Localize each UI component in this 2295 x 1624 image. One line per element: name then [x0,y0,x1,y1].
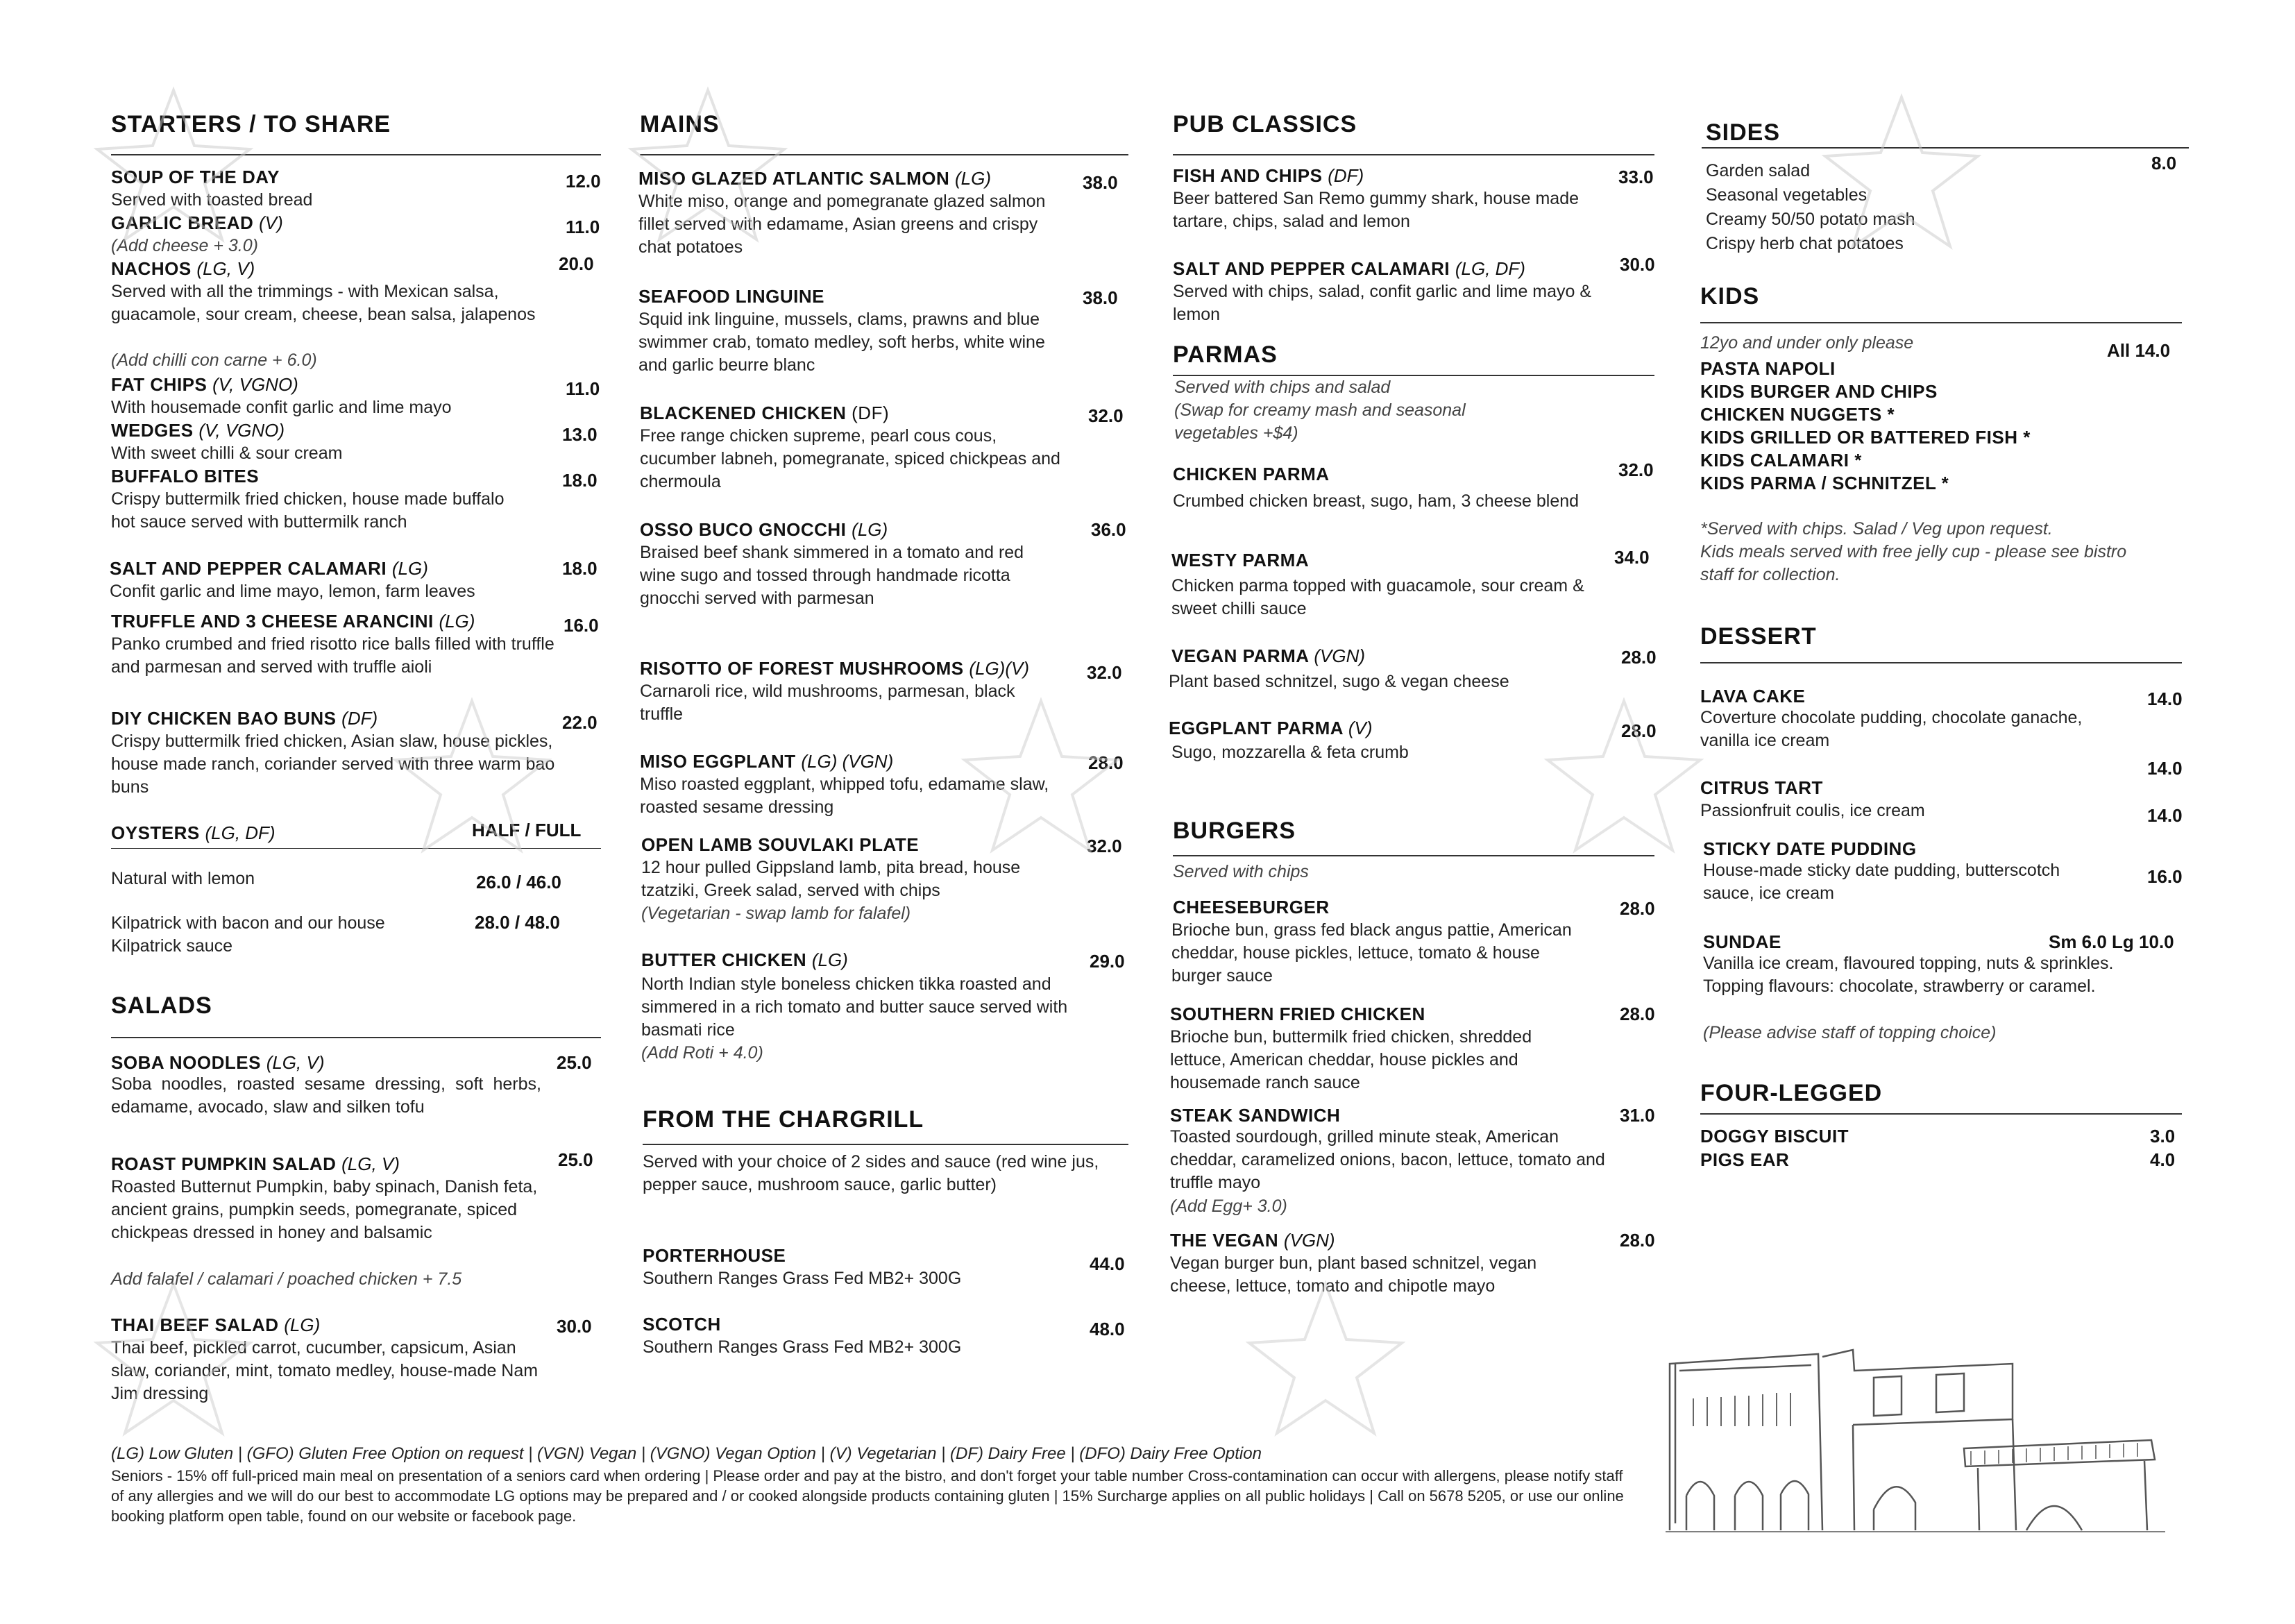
watermark-logo [625,83,791,250]
sides-heading: SIDES [1706,119,1781,146]
side-item: Crispy herb chat potatoes [1706,234,1904,253]
item-price: All 14.0 [2107,340,2171,361]
item-name: WEDGES (V, VGNO) [111,420,285,441]
mains-heading: MAINS [640,111,720,137]
item-description: North Indian style boneless chicken tikka roasted and simmered in a rich tomato and butter sauce served with basmati rice [641,974,1068,1040]
watermark-logo [1541,694,1707,861]
item-description: Roasted Butternut Pumpkin, baby spinach, Danish feta, ancient grains, pumpkin seeds, pomegranate, spiced chickpeas dressed in honey and balsamic [111,1177,538,1242]
building-illustration [1666,1329,2165,1537]
item-note: Add falafel / calamari / poached chicken + 7.5 [111,1269,462,1289]
item-name: SOUP OF THE DAY [111,167,280,187]
item-note: (Add cheese + 3.0) [111,236,258,255]
item-description: Soba noodles, roasted sesame dressing, soft herbs, edamame, avocado, slaw and silken tofu [111,1074,541,1117]
kids-item: KIDS PARMA / SCHNITZEL * [1700,473,1949,493]
item-description: Southern Ranges Grass Fed MB2+ 300G [643,1337,962,1357]
item-price: 26.0 / 46.0 [476,872,561,893]
item-name: TRUFFLE AND 3 CHEESE ARANCINI (LG) [111,611,475,632]
kids-item: KIDS BURGER AND CHIPS [1700,381,1938,402]
item-price: 32.0 [1618,459,1654,480]
item-price: 12.0 [566,171,601,192]
item-description: Plant based schnitzel, sugo & vegan cheese [1169,672,1509,691]
item-note: (Please advise staff of topping choice) [1703,1023,1997,1042]
item-name: OYSTERS (LG, DF) [111,822,276,843]
item-price: 25.0 [557,1052,592,1073]
item-name: DOGGY BISCUIT [1700,1126,1849,1147]
item-price: 28.0 [1620,898,1655,919]
item-price: 18.0 [562,558,598,579]
item-description: Miso roasted eggplant, whipped tofu, edamame slaw, roasted sesame dressing [640,775,1049,817]
item-price: 30.0 [1620,254,1655,275]
item-name: SALT AND PEPPER CALAMARI (LG) [110,558,428,579]
item-name: WESTY PARMA [1171,550,1310,570]
kids-note: *Served with chips. Salad / Veg upon request. [1700,519,2053,539]
item-price: 14.0 [2147,805,2183,826]
item-description: Thai beef, pickled carrot, cucumber, capsicum, Asian slaw, coriander, mint, tomato medley, house-made Nam Jim dressing [111,1338,539,1403]
chargrill-heading: FROM THE CHARGRILL [643,1106,924,1133]
divider [1700,662,2182,663]
item-price: 28.0 [1620,1004,1655,1024]
item-price: 20.0 [559,253,594,274]
side-item: Garden salad [1706,161,1811,180]
item-description: Served with all the trimmings - with Mexican salsa, guacamole, sour cream, cheese, bean salsa, jalapenos [111,282,536,324]
item-note: (Vegetarian - swap lamb for falafel) [641,904,911,923]
item-name: SCOTCH [643,1314,721,1335]
watermark-logo [1818,90,1985,257]
item-description: White miso, orange and pomegranate glazed salmon fillet served with edamame, Asian greens and crispy chat potatoes [638,192,1046,257]
item-price: 44.0 [1090,1253,1125,1274]
item-name: SOUTHERN FRIED CHICKEN [1170,1004,1425,1024]
item-description: Brioche bun, buttermilk fried chicken, shredded lettuce, American cheddar, house pickles and housemade ranch sauce [1170,1027,1532,1092]
item-price: 28.0 / 48.0 [475,912,560,933]
item-price: 28.0 [1621,720,1657,741]
item-name: FISH AND CHIPS (DF) [1173,165,1364,186]
item-price: 48.0 [1090,1319,1125,1339]
item-name: ROAST PUMPKIN SALAD (LG, V) [111,1153,400,1174]
item-description: Sugo, mozzarella & feta crumb [1171,743,1409,762]
item-description: Panko crumbed and fried risotto rice balls filled with truffle and parmesan and served with truffle aioli [111,634,554,677]
kids-item: PASTA NAPOLI [1700,358,1836,379]
item-description: House-made sticky date pudding, butterscotch sauce, ice cream [1703,861,2060,903]
item-name: THAI BEEF SALAD (LG) [111,1314,321,1335]
item-price: 29.0 [1090,951,1125,972]
item-description: Passionfruit coulis, ice cream [1700,801,1925,820]
item-name: MISO EGGPLANT (LG) (VGN) [640,751,894,772]
kids-item: CHICKEN NUGGETS * [1700,404,1895,425]
item-name: LAVA CAKE [1700,686,1806,707]
divider [1173,154,1654,155]
item-name: SEAFOOD LINGUINE [638,286,825,307]
divider [1700,1113,2182,1115]
item-description: Crispy buttermilk fried chicken, house made buffalo hot sauce served with buttermilk ranch [111,489,505,532]
item-description: Served with toasted bread [111,190,313,210]
item-description: Toasted sourdough, grilled minute steak, American cheddar, caramelized onions, bacon, lettuce, tomato and truffle mayo [1170,1127,1605,1192]
item-name: MISO GLAZED ATLANTIC SALMON (LG) [638,168,991,189]
item-price: 11.0 [566,378,600,399]
item-description: 12 hour pulled Gippsland lamb, pita bread, house tzatziki, Greek salad, served with chips [641,858,1021,900]
item-description: Free range chicken supreme, pearl cous cous, cucumber labneh, pomegranate, spiced chickpeas and chermoula [640,426,1060,491]
item-price: 28.0 [1088,752,1124,773]
item-price: 32.0 [1087,836,1122,856]
item-price: 13.0 [562,424,598,445]
item-name: FAT CHIPS (V, VGNO) [111,374,298,395]
watermark-logo [1242,1277,1409,1444]
item-price: 30.0 [557,1316,592,1337]
item-price: 22.0 [562,712,598,733]
section-intro-note: (Swap for creamy mash and seasonal vegetables +$4) [1174,400,1466,443]
item-description: Braised beef shank simmered in a tomato and red wine sugo and tossed through handmade ricotta gnocchi served with parmesan [640,543,1024,608]
watermark-logo [90,83,257,250]
item-name: GARLIC BREAD (V) [111,212,283,233]
item-description: Squid ink linguine, mussels, clams, prawns and blue swimmer crab, tomato medley, soft herbs, white wine and garlic beurre blanc [638,310,1045,375]
item-description: Beer battered San Remo gummy shark, house made tartare, chips, salad and lemon [1173,189,1580,231]
item-price: 32.0 [1087,662,1122,683]
item-description: With sweet chilli & sour cream [111,443,343,463]
item-name: NACHOS (LG, V) [111,258,255,279]
dietary-legend: (LG) Low Gluten | (GFO) Gluten Free Option on request | (VGN) Vegan | (VGNO) Vegan Option | (V) Vegetarian | (DF) Dairy Free | (DFO) Dairy Free Option [111,1444,1262,1463]
parmas-heading: PARMAS [1173,341,1278,368]
item-price: 18.0 [562,470,598,491]
pub-heading: PUB CLASSICS [1173,111,1357,137]
section-intro: Served with your choice of 2 sides and sauce (red wine jus, pepper sauce, mushroom sauce, garlic butter) [643,1152,1099,1194]
item-price: 25.0 [558,1149,593,1170]
item-name: CHICKEN PARMA [1173,464,1330,484]
item-description: With housemade confit garlic and lime mayo [111,398,452,417]
kids-item: KIDS CALAMARI * [1700,450,1862,471]
item-name: RISOTTO OF FOREST MUSHROOMS (LG)(V) [640,658,1029,679]
item-name: BUFFALO BITES [111,466,260,487]
item-price: 3.0 [2150,1126,2176,1147]
item-name: STICKY DATE PUDDING [1703,838,1917,859]
item-price: 31.0 [1620,1105,1655,1126]
item-price: 14.0 [2147,758,2183,779]
item-price: Sm 6.0 Lg 10.0 [2049,931,2174,952]
item-name: SOBA NOODLES (LG, V) [111,1052,325,1073]
side-item: Creamy 50/50 potato mash [1706,210,1915,229]
oysters-size-header: HALF / FULL [472,820,582,840]
item-name: OSSO BUCO GNOCCHI (LG) [640,519,888,540]
item-name: OPEN LAMB SOUVLAKI PLATE [641,834,920,855]
item-description: Coverture chocolate pudding, chocolate ganache, vanilla ice cream [1700,708,2083,750]
watermark-logo [958,694,1124,861]
watermark-logo [389,694,555,861]
item-description: Natural with lemon [111,869,255,888]
section-intro: Served with chips [1173,862,1309,881]
salads-heading: SALADS [111,992,212,1019]
item-description: Carnaroli rice, wild mushrooms, parmesan, black truffle [640,682,1015,724]
item-note: (Add chilli con carne + 6.0) [111,350,317,370]
item-price: 28.0 [1621,647,1657,668]
item-description: Crispy buttermilk fried chicken, Asian slaw, house pickles, house made ranch, coriander served with three warm bao buns [111,731,555,797]
item-price: 14.0 [2147,688,2183,709]
item-price: 11.0 [566,217,600,237]
item-price: 16.0 [2147,866,2183,887]
item-name: BLACKENED CHICKEN (DF) [640,403,890,423]
item-name: BUTTER CHICKEN (LG) [641,949,848,970]
item-price: 34.0 [1614,547,1650,568]
item-price: 38.0 [1083,172,1118,193]
item-description: Southern Ranges Grass Fed MB2+ 300G [643,1269,962,1288]
item-name: STEAK SANDWICH [1170,1105,1341,1126]
dessert-heading: DESSERT [1700,623,1817,650]
item-name: CITRUS TART [1700,777,1823,798]
item-description: Vegan burger bun, plant based schnitzel, vegan cheese, lettuce, tomato and chipotle mayo [1170,1253,1537,1296]
item-price: 16.0 [564,615,599,636]
item-description: Kilpatrick with bacon and our house Kilpatrick sauce [111,913,385,956]
item-name: VEGAN PARMA (VGN) [1171,645,1366,666]
item-description: Brioche bun, grass fed black angus pattie, American cheddar, house pickles, lettuce, tomato & house burger sauce [1171,920,1572,986]
starters-heading: STARTERS / TO SHARE [111,111,391,137]
item-description: Confit garlic and lime mayo, lemon, farm leaves [110,582,475,601]
item-price: 33.0 [1618,167,1654,187]
four-legged-heading: FOUR-LEGGED [1700,1080,1883,1106]
section-intro: 12yo and under only please [1700,333,1914,353]
item-description: Crumbed chicken breast, sugo, ham, 3 cheese blend [1173,491,1580,511]
kids-heading: KIDS [1700,283,1760,310]
item-price: 32.0 [1088,405,1124,426]
item-price: 38.0 [1083,287,1118,308]
kids-item: KIDS GRILLED OR BATTERED FISH * [1700,427,2031,448]
item-name: THE VEGAN (VGN) [1170,1230,1335,1251]
burgers-heading: BURGERS [1173,818,1296,844]
item-description: Vanilla ice cream, flavoured topping, nuts & sprinkles. Topping flavours: chocolate, strawberry or caramel. [1703,954,2114,996]
footer-notes: Seniors - 15% off full-priced main meal on presentation of a seniors card when ordering | Please order and pay at the bistro, and don't forget your table number Cross-contamination can occur with allergens, please notify staff of any allergies and we will do our best to accommodate LG options may be prepared and / or cooked alongside products containing gluten | 15% Surcharge applies on all public holidays | Call on 5678 5205, or use our online booking platform open table, found on our website or facebook page. [111,1467,1624,1525]
item-name: SUNDAE [1703,931,1781,952]
item-name: PIGS EAR [1700,1149,1790,1170]
item-note: (Add Roti + 4.0) [641,1043,763,1063]
item-price: 28.0 [1620,1230,1655,1251]
item-note: (Add Egg+ 3.0) [1170,1196,1287,1216]
item-price: 36.0 [1091,519,1126,540]
kids-note: Kids meals served with free jelly cup - please see bistro staff for collection. [1700,542,2127,584]
item-name: SALT AND PEPPER CALAMARI (LG, DF) [1173,258,1525,279]
item-price: 8.0 [2151,153,2177,174]
item-name: DIY CHICKEN BAO BUNS (DF) [111,708,378,729]
side-item: Seasonal vegetables [1706,185,1868,205]
divider [111,1037,601,1038]
item-name: CHEESEBURGER [1173,897,1330,917]
item-description: Chicken parma topped with guacamole, sour cream & sweet chilli sauce [1171,576,1584,618]
item-name: PORTERHOUSE [643,1245,786,1266]
section-intro: Served with chips and salad [1174,378,1391,397]
divider [643,1144,1128,1145]
divider [1700,322,2182,323]
item-price: 4.0 [2150,1149,2176,1170]
item-description: Served with chips, salad, confit garlic and lime mayo & lemon [1173,282,1592,324]
watermark-logo [90,1277,257,1444]
item-name: EGGPLANT PARMA (V) [1169,718,1373,738]
